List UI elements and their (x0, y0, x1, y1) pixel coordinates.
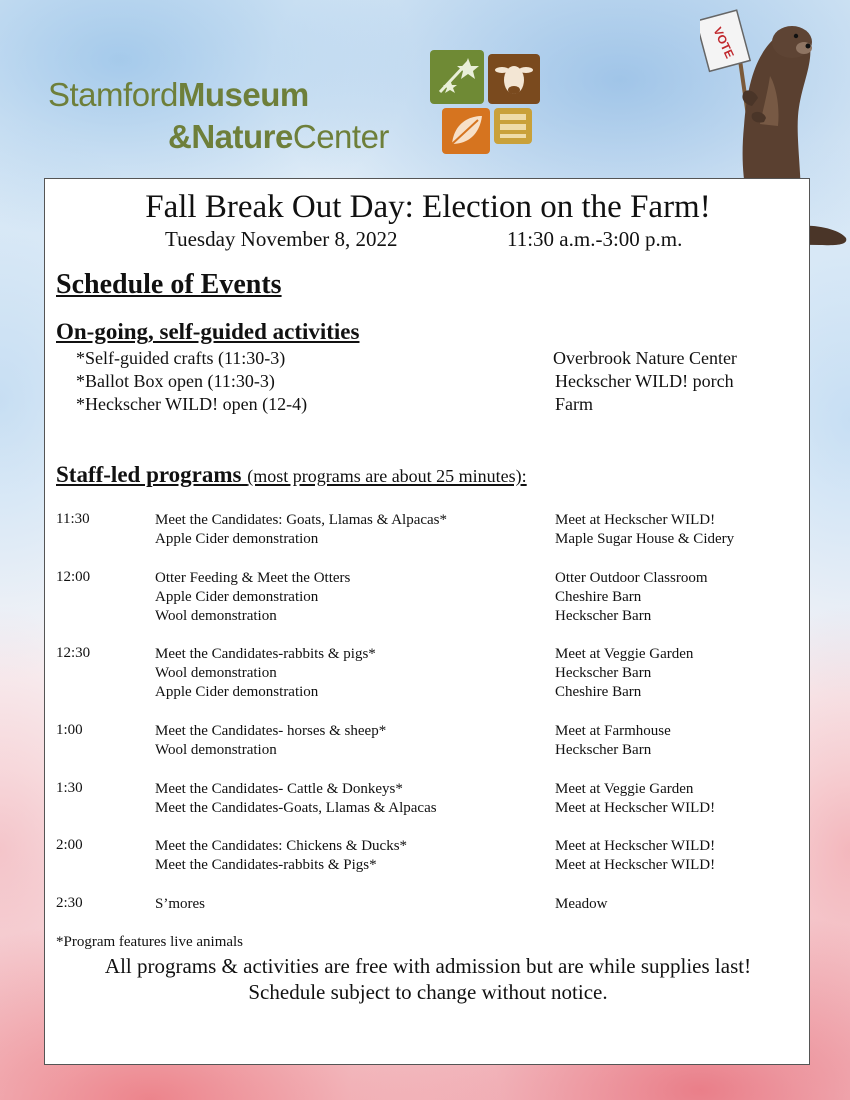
staff-heading (56, 462, 527, 488)
program-names (155, 511, 447, 549)
program-name: Wool demonstration (155, 608, 277, 624)
program-location: Meet at Heckscher WILD! (555, 512, 716, 528)
program-locations (555, 569, 707, 626)
program-location: Meadow (555, 896, 608, 912)
program-name: Meet the Candidates- Cattle & Donkeys* (155, 781, 403, 797)
staff-heading-note: (most programs are about 25 minutes): (247, 466, 527, 486)
staff-heading-text: Staff-led programs (56, 462, 242, 487)
schedule-heading: Schedule of Events (56, 269, 282, 300)
logo-word-museum: Museum (177, 76, 309, 113)
slot-time: 12:00 (56, 569, 91, 585)
program-locations (555, 511, 734, 549)
program-location: Meet at Heckscher WILD! (555, 838, 716, 854)
event-title: Fall Break Out Day: Election on the Farm! (145, 189, 711, 225)
closing-line-1: All programs & activities are free with admission but are while supplies last! (104, 954, 752, 978)
program-name: Wool demonstration (155, 665, 277, 681)
program-names (155, 569, 350, 626)
program-location: Meet at Veggie Garden (555, 646, 694, 662)
vote-sign-text: VOTE (710, 24, 737, 61)
program-names (155, 895, 205, 914)
ongoing-location: Farm (555, 394, 593, 414)
logo-word-stamford: Stamford (48, 76, 178, 113)
footnote: *Program features live animals (56, 934, 244, 950)
program-names (155, 780, 437, 818)
closing-line-2: Schedule subject to change without notice. (248, 980, 608, 1004)
schedule-panel (44, 178, 810, 1065)
logo-line-1 (48, 74, 389, 116)
program-locations (555, 722, 671, 760)
program-location: Meet at Heckscher WILD! (555, 857, 716, 873)
museum-logo (48, 74, 389, 158)
program-names (155, 722, 386, 760)
program-location: Cheshire Barn (555, 589, 642, 605)
program-locations (555, 645, 693, 702)
slot-time: 1:30 (56, 780, 83, 796)
ongoing-activity: *Heckscher WILD! open (12-4) (76, 394, 308, 414)
program-name: Apple Cider demonstration (155, 589, 319, 605)
ongoing-activity: *Self-guided crafts (11:30-3) (76, 348, 286, 368)
program-location: Heckscher Barn (555, 742, 652, 758)
program-locations (555, 837, 715, 875)
slot-time: 11:30 (56, 511, 90, 527)
ongoing-location: Heckscher WILD! porch (555, 371, 734, 391)
program-location: Heckscher Barn (555, 608, 652, 624)
program-name: Apple Cider demonstration (155, 684, 319, 700)
ongoing-activity: *Ballot Box open (11:30-3) (76, 371, 275, 391)
ongoing-location: Overbrook Nature Center (553, 348, 737, 368)
star-tile-icon (430, 50, 484, 104)
program-location: Heckscher Barn (555, 665, 652, 681)
program-name: Meet the Candidates: Goats, Llamas & Alpacas* (155, 512, 448, 528)
program-location: Cheshire Barn (555, 684, 642, 700)
program-location: Maple Sugar House & Cidery (555, 531, 735, 547)
logo-word-ampersand: & (168, 118, 192, 155)
program-names (155, 837, 407, 875)
slot-time: 2:00 (56, 837, 83, 853)
event-date: Tuesday November 8, 2022 (165, 227, 398, 251)
logo-word-center: Center (292, 118, 389, 155)
program-locations (555, 895, 608, 914)
program-name: Wool demonstration (155, 742, 277, 758)
event-time: 11:30 a.m.-3:00 p.m. (507, 227, 683, 251)
program-location: Otter Outdoor Classroom (555, 570, 708, 586)
program-name: S’mores (155, 896, 205, 912)
program-name: Meet the Candidates-rabbits & Pigs* (155, 857, 377, 873)
slot-time: 1:00 (56, 722, 83, 738)
program-names (155, 645, 376, 702)
program-location: Meet at Heckscher WILD! (555, 800, 716, 816)
program-name: Meet the Candidates-rabbits & pigs* (155, 646, 376, 662)
slot-time: 2:30 (56, 895, 83, 911)
program-locations (555, 780, 715, 818)
program-name: Apple Cider demonstration (155, 531, 319, 547)
program-name: Otter Feeding & Meet the Otters (155, 570, 351, 586)
program-location: Meet at Farmhouse (555, 723, 671, 739)
program-name: Meet the Candidates-Goats, Llamas & Alpacas (155, 800, 437, 816)
logo-word-nature: Nature (191, 118, 293, 155)
logo-tiles-icon (428, 48, 544, 156)
slot-time: 12:30 (56, 645, 91, 661)
logo-line-2 (48, 116, 389, 158)
program-location: Meet at Veggie Garden (555, 781, 694, 797)
ongoing-heading: On-going, self-guided activities (56, 319, 360, 344)
program-name: Meet the Candidates: Chickens & Ducks* (155, 838, 408, 854)
program-name: Meet the Candidates- horses & sheep* (155, 723, 387, 739)
